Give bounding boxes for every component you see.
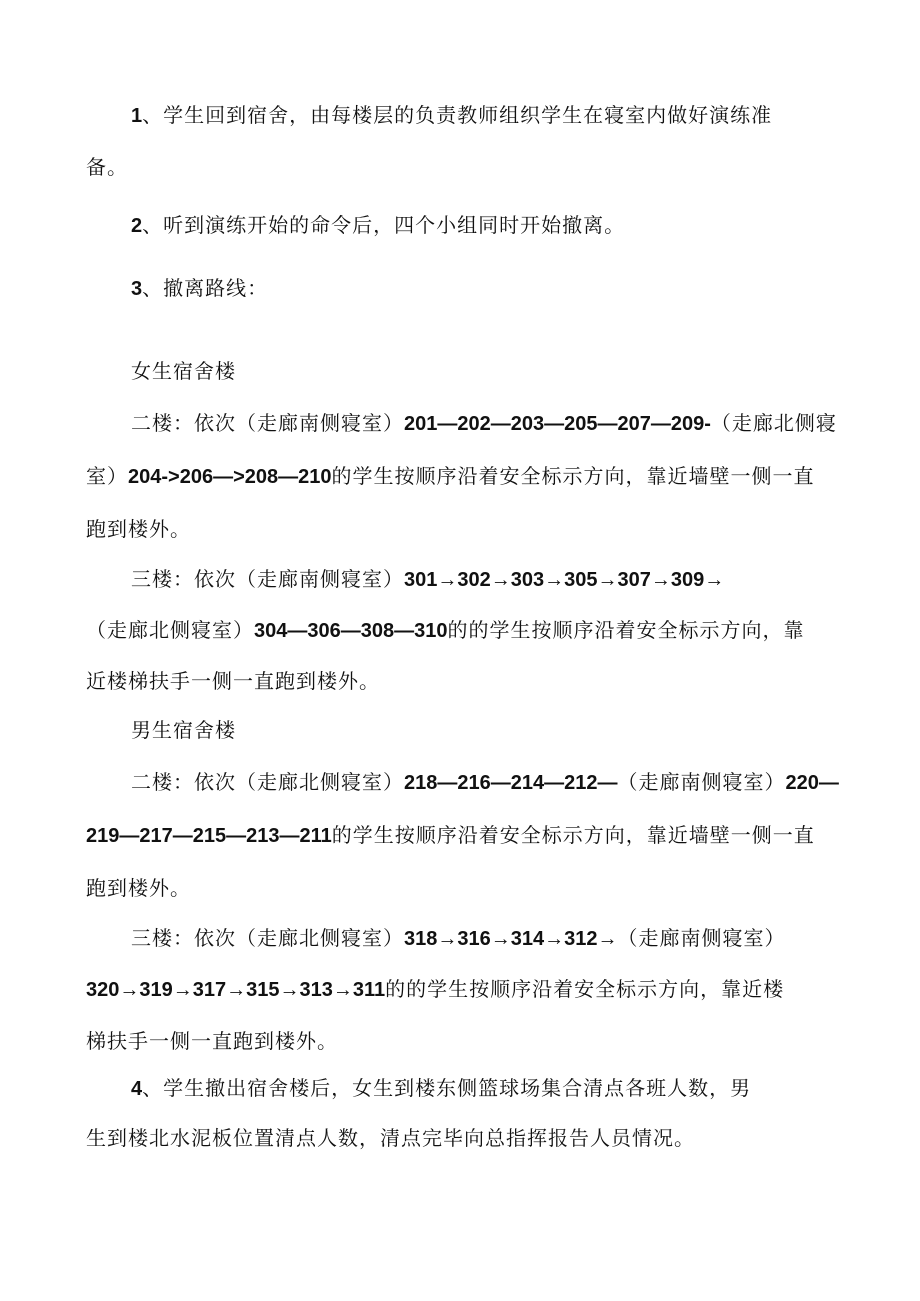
room-sequence: 220—: [785, 772, 839, 794]
paragraph-text: 、撤离路线：: [142, 276, 269, 300]
boys-dorm-heading: [131, 718, 236, 742]
route-text: 的的学生按顺序沿着安全标示方向，靠: [447, 618, 805, 642]
girls-floor3-line-2: [86, 618, 804, 643]
route-text: 的学生按顺序沿着安全标示方向，靠近墙壁一侧一直: [331, 823, 815, 847]
girls-floor2-line-2: [86, 464, 815, 489]
route-text: （走廊南侧寝室）: [617, 926, 786, 950]
route-text: 近楼梯扶手一侧一直跑到楼外。: [86, 669, 380, 693]
room-sequence: 318→316→314→312→: [404, 928, 618, 950]
boys-floor3-line-2: [86, 977, 784, 1002]
route-text: 二楼：依次（走廊南侧寝室）: [131, 411, 404, 435]
route-text: 梯扶手一侧一直跑到楼外。: [86, 1029, 338, 1053]
paragraph-text: 、学生回到宿舍，由每楼层的负责教师组织学生在寝室内做好演练准: [142, 103, 773, 127]
girls-dorm-heading: [131, 359, 236, 383]
paragraph-3: [131, 276, 268, 301]
item-number: 3: [131, 278, 143, 300]
room-sequence: 204->206—>208—210: [128, 466, 332, 488]
paragraph-4-line-2: [86, 1126, 695, 1150]
route-text: 跑到楼外。: [86, 517, 191, 541]
route-text: 室）: [86, 464, 128, 488]
boys-floor2-line-1: [131, 770, 839, 795]
room-sequence: 320→319→317→315→313→311: [86, 979, 386, 1001]
paragraph-text: 备。: [86, 155, 128, 179]
boys-floor3-line-1: [131, 926, 785, 951]
boys-floor3-line-3: [86, 1029, 338, 1053]
item-number: 4: [131, 1078, 143, 1100]
route-text: 三楼：依次（走廊南侧寝室）: [131, 567, 404, 591]
paragraph-2: [131, 213, 625, 238]
paragraph-1-line-1: [131, 103, 772, 128]
paragraph-4-line-1: [131, 1076, 751, 1101]
route-text: 的学生按顺序沿着安全标示方向，靠近墙壁一侧一直: [331, 464, 815, 488]
item-number: 1: [131, 105, 143, 127]
route-text: （走廊北侧寝: [710, 411, 837, 435]
boys-floor2-line-2: [86, 823, 815, 848]
girls-floor2-line-3: [86, 517, 191, 541]
girls-floor3-line-3: [86, 669, 380, 693]
heading-text: 男生宿舍楼: [131, 718, 236, 742]
item-number: 2: [131, 215, 143, 237]
paragraph-text: 、听到演练开始的命令后，四个小组同时开始撤离。: [142, 213, 626, 237]
route-text: （走廊北侧寝室）: [86, 618, 254, 642]
room-sequence: 218—216—214—212—: [404, 772, 618, 794]
room-sequence: 201—202—203—205—207—209-: [404, 413, 711, 435]
room-sequence: 304—306—308—310: [254, 620, 448, 642]
boys-floor2-line-3: [86, 876, 191, 900]
girls-floor2-line-1: [131, 411, 837, 436]
heading-text: 女生宿舍楼: [131, 359, 236, 383]
route-text: 的的学生按顺序沿着安全标示方向，靠近楼: [385, 977, 785, 1001]
route-text: 二楼：依次（走廊北侧寝室）: [131, 770, 404, 794]
route-text: （走廊南侧寝室）: [617, 770, 786, 794]
room-sequence: 219—217—215—213—211: [86, 825, 332, 847]
route-text: 三楼：依次（走廊北侧寝室）: [131, 926, 404, 950]
paragraph-1-line-2: [86, 155, 128, 179]
route-text: 跑到楼外。: [86, 876, 191, 900]
room-sequence: 301→302→303→305→307→309→: [404, 569, 725, 591]
girls-floor3-line-1: [131, 567, 724, 592]
paragraph-text: 、学生撤出宿舍楼后，女生到楼东侧篮球场集合清点各班人数，男: [142, 1076, 752, 1100]
paragraph-text: 生到楼北水泥板位置清点人数，清点完毕向总指挥报告人员情况。: [86, 1126, 695, 1150]
